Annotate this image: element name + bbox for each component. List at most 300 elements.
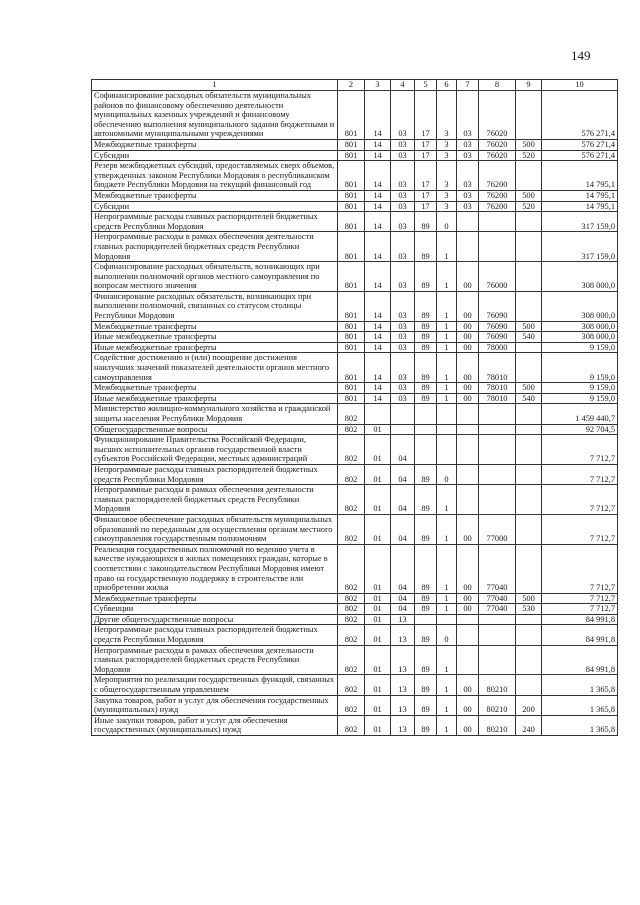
direction-cell: 76090 [479,321,516,332]
activity-cell: 00 [457,675,479,695]
program-cell: 89 [415,393,437,404]
section-cell: 14 [365,383,391,394]
table-row [92,383,618,394]
program-cell [415,435,437,465]
section-cell: 01 [365,435,391,465]
ministry-code-cell: 801 [338,291,365,321]
activity-cell: 00 [457,342,479,353]
program-cell: 89 [415,262,437,292]
direction-cell: 76090 [479,291,516,321]
amount-cell: 308 000,0 [542,332,618,343]
direction-cell: 77040 [479,544,516,593]
amount-cell: 1 459 440,7 [542,404,618,424]
ministry-code-cell: 801 [338,393,365,404]
subprogram-cell: 1 [437,695,457,715]
activity-cell [457,435,479,465]
subsection-cell: 03 [391,150,415,161]
table-row [92,424,618,435]
expense-type-cell: 540 [516,393,542,404]
section-cell: 14 [365,262,391,292]
direction-cell: 76090 [479,332,516,343]
program-cell: 17 [415,190,437,201]
ministry-code-cell: 801 [338,139,365,150]
ministry-code-cell: 802 [338,485,365,515]
section-cell: 14 [365,161,391,191]
subsection-cell: 03 [391,383,415,394]
expense-type-cell [516,625,542,645]
section-cell: 01 [365,675,391,695]
expense-type-cell [516,342,542,353]
subsection-cell: 03 [391,332,415,343]
direction-cell [479,485,516,515]
row-name-cell: Мероприятия по реализации государственных функций, связанных с общегосударственным управлением [92,675,338,695]
row-name-cell: Непрограммные расходы главных распорядителей бюджетных средств Республики Мордовия [92,625,338,645]
ministry-code-cell: 801 [338,212,365,232]
direction-cell: 76200 [479,190,516,201]
subsection-cell: 13 [391,645,415,675]
section-cell: 14 [365,232,391,262]
subprogram-cell [437,614,457,625]
program-cell: 89 [415,485,437,515]
section-cell: 01 [365,424,391,435]
table-row [92,404,618,424]
direction-cell [479,232,516,262]
table-row [92,139,618,150]
subsection-cell: 13 [391,625,415,645]
ministry-code-cell: 802 [338,544,365,593]
subprogram-cell: 3 [437,161,457,191]
row-name-cell: Финансовое обеспечение расходных обязательств муниципальных образований по переданным для осуществления органам местного самоуправления государственным полномочиям [92,514,338,544]
subsection-cell: 04 [391,593,415,604]
table-row [92,464,618,484]
ministry-code-cell: 802 [338,715,365,735]
column-header: 3 [365,80,391,91]
direction-cell: 78010 [479,383,516,394]
expense-type-cell: 530 [516,604,542,615]
activity-cell: 00 [457,353,479,383]
column-header: 8 [479,80,516,91]
expense-type-cell [516,544,542,593]
program-cell: 89 [415,353,437,383]
subprogram-cell: 1 [437,342,457,353]
amount-cell: 9 159,0 [542,383,618,394]
program-cell: 17 [415,139,437,150]
program-cell: 17 [415,91,437,140]
activity-cell: 03 [457,190,479,201]
page-number: 149 [571,48,591,63]
subprogram-cell: 0 [437,464,457,484]
ministry-code-cell: 802 [338,695,365,715]
expense-type-cell: 200 [516,695,542,715]
expense-type-cell [516,424,542,435]
section-cell: 14 [365,321,391,332]
subsection-cell: 03 [391,353,415,383]
expense-type-cell [516,464,542,484]
activity-cell: 03 [457,139,479,150]
program-cell: 89 [415,593,437,604]
ministry-code-cell: 801 [338,201,365,212]
column-header: 4 [391,80,415,91]
expense-type-cell [516,161,542,191]
column-header: 7 [457,80,479,91]
direction-cell [479,614,516,625]
amount-cell: 7 712,7 [542,544,618,593]
activity-cell: 03 [457,150,479,161]
row-name-cell: Межбюджетные трансферты [92,190,338,201]
subprogram-cell: 1 [437,514,457,544]
ministry-code-cell: 801 [338,91,365,140]
direction-cell [479,645,516,675]
subprogram-cell: 1 [437,593,457,604]
column-header: 6 [437,80,457,91]
program-cell: 89 [415,514,437,544]
expense-type-cell [516,232,542,262]
expense-type-cell [516,435,542,465]
activity-cell: 00 [457,291,479,321]
activity-cell: 03 [457,201,479,212]
table-row [92,695,618,715]
expense-type-cell [516,675,542,695]
table-row [92,353,618,383]
column-header: 1 [92,80,338,91]
section-cell: 01 [365,604,391,615]
activity-cell: 00 [457,593,479,604]
amount-cell: 576 271,4 [542,150,618,161]
program-cell: 89 [415,464,437,484]
amount-cell: 1 365,8 [542,715,618,735]
activity-cell [457,464,479,484]
activity-cell [457,614,479,625]
amount-cell: 92 704,5 [542,424,618,435]
subsection-cell: 04 [391,435,415,465]
section-cell: 01 [365,695,391,715]
subsection-cell: 03 [391,212,415,232]
program-cell: 89 [415,232,437,262]
section-cell: 14 [365,150,391,161]
amount-cell: 1 365,8 [542,695,618,715]
subprogram-cell [437,404,457,424]
expense-type-cell: 520 [516,201,542,212]
ministry-code-cell: 802 [338,514,365,544]
expense-type-cell: 540 [516,332,542,343]
direction-cell [479,212,516,232]
direction-cell [479,424,516,435]
row-name-cell: Софинансирование расходных обязательств, возникающих при выполнении полномочий органов местного самоуправления по вопросам местного значения [92,262,338,292]
subprogram-cell: 0 [437,625,457,645]
table-row [92,212,618,232]
program-cell: 89 [415,645,437,675]
amount-cell: 7 712,7 [542,464,618,484]
table-row [92,625,618,645]
ministry-code-cell: 801 [338,150,365,161]
table-row [92,645,618,675]
direction-cell: 76020 [479,91,516,140]
direction-cell: 80210 [479,715,516,735]
program-cell: 89 [415,625,437,645]
amount-cell: 317 159,0 [542,232,618,262]
ministry-code-cell: 802 [338,604,365,615]
subsection-cell: 13 [391,675,415,695]
ministry-code-cell: 801 [338,353,365,383]
subsection-cell: 03 [391,291,415,321]
subprogram-cell: 1 [437,262,457,292]
section-cell: 14 [365,91,391,140]
subprogram-cell: 3 [437,91,457,140]
expense-type-cell [516,353,542,383]
section-cell: 14 [365,201,391,212]
section-cell: 14 [365,291,391,321]
section-cell: 14 [365,353,391,383]
amount-cell: 7 712,7 [542,435,618,465]
subprogram-cell: 1 [437,675,457,695]
program-cell: 89 [415,695,437,715]
activity-cell [457,404,479,424]
direction-cell [479,404,516,424]
section-cell: 01 [365,593,391,604]
activity-cell [457,485,479,515]
table-row [92,514,618,544]
expense-type-cell [516,212,542,232]
row-name-cell: Другие общегосударственные вопросы [92,614,338,625]
row-name-cell: Закупка товаров, работ и услуг для обеспечения государственных (муниципальных) нужд [92,695,338,715]
ministry-code-cell: 802 [338,625,365,645]
program-cell: 89 [415,604,437,615]
subprogram-cell: 1 [437,383,457,394]
row-name-cell: Реализация государственных полномочий по ведению учета в качестве нуждающихся в жилых помещениях граждан, которые в соответствии с законодательством Республики Мордовия имеют право на государственную поддержку в строительстве или приобретении жилья [92,544,338,593]
subsection-cell: 03 [391,232,415,262]
table-row [92,485,618,515]
ministry-code-cell: 802 [338,435,365,465]
table-row [92,675,618,695]
direction-cell: 76200 [479,201,516,212]
amount-cell: 308 000,0 [542,262,618,292]
program-cell: 89 [415,342,437,353]
ministry-code-cell: 801 [338,321,365,332]
amount-cell: 14 795,1 [542,190,618,201]
subsection-cell: 04 [391,604,415,615]
amount-cell: 7 712,7 [542,593,618,604]
table-row [92,715,618,735]
program-cell: 89 [415,321,437,332]
expense-type-cell: 500 [516,190,542,201]
section-cell: 01 [365,625,391,645]
row-name-cell: Иные межбюджетные трансферты [92,332,338,343]
activity-cell [457,212,479,232]
table-header-row [92,80,618,91]
subprogram-cell: 1 [437,604,457,615]
table-row [92,161,618,191]
subsection-cell: 03 [391,139,415,150]
direction-cell [479,625,516,645]
row-name-cell: Непрограммные расходы в рамках обеспечения деятельности главных распорядителей бюджетных средств Республики Мордовия [92,232,338,262]
amount-cell: 84 991,8 [542,645,618,675]
section-cell: 14 [365,342,391,353]
activity-cell: 00 [457,321,479,332]
section-cell: 01 [365,715,391,735]
activity-cell: 03 [457,161,479,191]
program-cell: 89 [415,544,437,593]
table-row [92,150,618,161]
ministry-code-cell: 801 [338,262,365,292]
direction-cell: 77040 [479,604,516,615]
subsection-cell: 03 [391,190,415,201]
subsection-cell: 03 [391,262,415,292]
program-cell: 89 [415,675,437,695]
amount-cell: 576 271,4 [542,139,618,150]
table-row [92,190,618,201]
section-cell: 14 [365,393,391,404]
subsection-cell: 03 [391,161,415,191]
row-name-cell: Межбюджетные трансферты [92,321,338,332]
amount-cell: 14 795,1 [542,161,618,191]
program-cell: 89 [415,291,437,321]
direction-cell [479,435,516,465]
expense-type-cell [516,262,542,292]
direction-cell: 76020 [479,139,516,150]
expense-type-cell [516,645,542,675]
expense-type-cell: 500 [516,383,542,394]
ministry-code-cell: 802 [338,424,365,435]
subsection-cell: 13 [391,695,415,715]
section-cell: 01 [365,485,391,515]
direction-cell: 76020 [479,150,516,161]
program-cell [415,404,437,424]
expense-type-cell: 500 [516,593,542,604]
expense-type-cell [516,485,542,515]
ministry-code-cell: 801 [338,342,365,353]
activity-cell: 00 [457,332,479,343]
ministry-code-cell: 802 [338,404,365,424]
table-row [92,232,618,262]
subprogram-cell: 3 [437,150,457,161]
direction-cell: 80210 [479,695,516,715]
expense-type-cell: 500 [516,321,542,332]
expense-type-cell [516,291,542,321]
row-name-cell: Межбюджетные трансферты [92,593,338,604]
section-cell: 14 [365,139,391,150]
subprogram-cell: 3 [437,201,457,212]
column-header: 9 [516,80,542,91]
row-name-cell: Субсидии [92,201,338,212]
activity-cell: 00 [457,695,479,715]
subprogram-cell: 1 [437,291,457,321]
subsection-cell: 03 [391,91,415,140]
subprogram-cell: 1 [437,645,457,675]
row-name-cell: Содействие достижению и (или) поощрение достижения наилучших значений показателей деятельности органов местного самоуправления [92,353,338,383]
amount-cell: 308 000,0 [542,291,618,321]
row-name-cell: Непрограммные расходы главных распорядителей бюджетных средств Республики Мордовия [92,212,338,232]
direction-cell: 80210 [479,675,516,695]
section-cell: 01 [365,614,391,625]
ministry-code-cell: 801 [338,232,365,262]
subprogram-cell: 0 [437,212,457,232]
program-cell [415,424,437,435]
subprogram-cell [437,424,457,435]
row-name-cell: Непрограммные расходы в рамках обеспечения деятельности главных распорядителей бюджетных средств Республики Мордовия [92,485,338,515]
subprogram-cell [437,435,457,465]
amount-cell: 9 159,0 [542,393,618,404]
activity-cell [457,625,479,645]
direction-cell [479,464,516,484]
row-name-cell: Финансирование расходных обязательств, возникающих при выполнении полномочий, связанных со статусом столицы Республики Мордовия [92,291,338,321]
amount-cell: 14 795,1 [542,201,618,212]
subprogram-cell: 1 [437,485,457,515]
activity-cell: 00 [457,514,479,544]
row-name-cell: Межбюджетные трансферты [92,139,338,150]
ministry-code-cell: 802 [338,675,365,695]
activity-cell: 00 [457,604,479,615]
table-row [92,614,618,625]
column-header: 10 [542,80,618,91]
table-row [92,321,618,332]
column-header: 2 [338,80,365,91]
row-name-cell: Функционирование Правительства Российской Федерации, высших исполнительных органов государственной власти субъектов Российской Федерации, местных администраций [92,435,338,465]
row-name-cell: Субвенции [92,604,338,615]
direction-cell: 78010 [479,393,516,404]
subprogram-cell: 1 [437,332,457,343]
row-name-cell: Резерв межбюджетных субсидий, предоставляемых сверх объемов, утвержденных законом Республики Мордовия о республиканском бюджете Республики Мордовия на текущий финансовый год [92,161,338,191]
direction-cell: 76200 [479,161,516,191]
activity-cell: 00 [457,715,479,735]
row-name-cell: Непрограммные расходы в рамках обеспечения деятельности главных распорядителей бюджетных средств Республики Мордовия [92,645,338,675]
row-name-cell: Межбюджетные трансферты [92,383,338,394]
amount-cell: 9 159,0 [542,353,618,383]
activity-cell: 00 [457,393,479,404]
subsection-cell: 03 [391,342,415,353]
activity-cell: 03 [457,91,479,140]
amount-cell: 317 159,0 [542,212,618,232]
row-name-cell: Иные закупки товаров, работ и услуг для обеспечения государственных (муниципальных) нужд [92,715,338,735]
amount-cell: 84 991,8 [542,625,618,645]
expense-type-cell [516,514,542,544]
section-cell: 01 [365,544,391,593]
table-row [92,201,618,212]
activity-cell: 00 [457,544,479,593]
amount-cell: 7 712,7 [542,604,618,615]
row-name-cell: Иные межбюджетные трансферты [92,393,338,404]
amount-cell: 7 712,7 [542,514,618,544]
subsection-cell: 04 [391,464,415,484]
subsection-cell: 04 [391,514,415,544]
row-name-cell: Общегосударственные вопросы [92,424,338,435]
program-cell: 89 [415,715,437,735]
column-header: 5 [415,80,437,91]
program-cell: 17 [415,150,437,161]
subsection-cell: 04 [391,544,415,593]
row-name-cell: Софинансирование расходных обязательств муниципальных районов по финансовому обеспечению деятельности муниципальных казенных учреждений и финансовому обеспечению выполнения муниципального задания бюджетными и автономными муниципальными учреждениями [92,91,338,140]
subprogram-cell: 1 [437,321,457,332]
section-cell: 01 [365,514,391,544]
subsection-cell: 03 [391,321,415,332]
ministry-code-cell: 801 [338,161,365,191]
expense-type-cell: 500 [516,139,542,150]
table-row [92,262,618,292]
section-cell: 01 [365,645,391,675]
table-row [92,604,618,615]
amount-cell: 84 991,8 [542,614,618,625]
ministry-code-cell: 802 [338,593,365,604]
program-cell: 89 [415,383,437,394]
row-name-cell: Министерство жилищно-коммунального хозяйства и гражданской защиты населения Республики Мордовия [92,404,338,424]
row-name-cell: Непрограммные расходы главных распорядителей бюджетных средств Республики Мордовия [92,464,338,484]
direction-cell: 78010 [479,353,516,383]
table-row [92,435,618,465]
subprogram-cell: 1 [437,544,457,593]
subsection-cell: 03 [391,393,415,404]
subsection-cell: 03 [391,201,415,212]
section-cell [365,404,391,424]
table-row [92,593,618,604]
